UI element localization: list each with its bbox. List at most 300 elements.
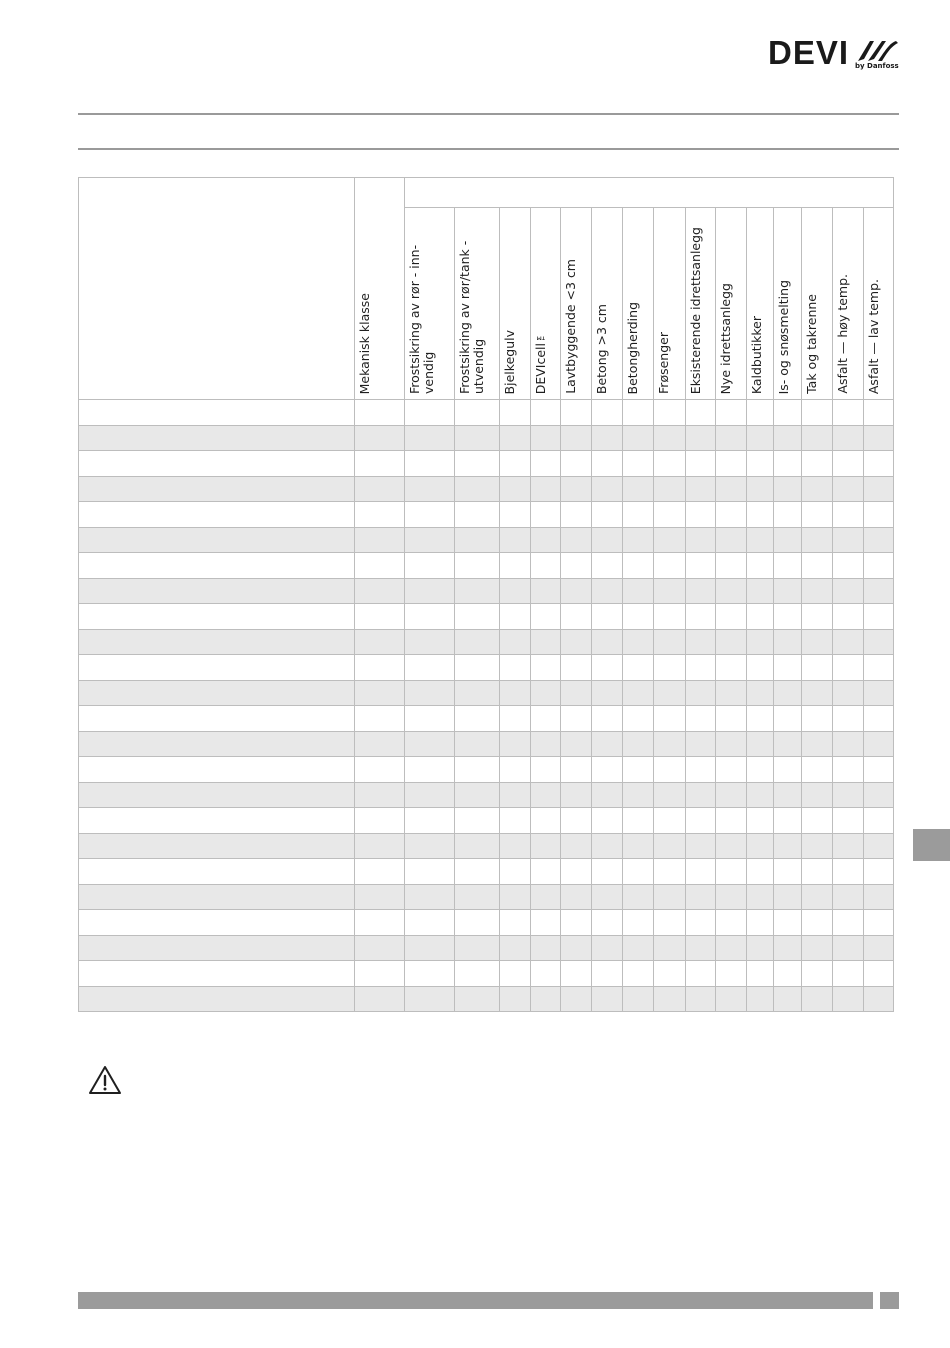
table-cell <box>592 604 623 630</box>
table-cell <box>500 578 531 604</box>
table-cell <box>833 502 864 528</box>
table-cell <box>686 655 716 681</box>
column-header-15 <box>864 208 894 400</box>
table-cell <box>864 731 894 757</box>
table-cell <box>747 757 774 783</box>
table-cell <box>355 935 405 961</box>
table-cell <box>500 706 531 732</box>
footer-page-block <box>880 1292 899 1309</box>
row-label-cell <box>79 986 355 1012</box>
column-header-label: Betong >3 cm <box>594 303 609 394</box>
table-cell <box>802 527 833 553</box>
column-header-label: Kaldbutikker <box>749 315 764 394</box>
table-cell <box>592 986 623 1012</box>
column-header-1 <box>405 208 455 400</box>
table-cell <box>833 451 864 477</box>
table-cell <box>531 553 561 579</box>
table-cell <box>405 604 455 630</box>
table-cell <box>531 910 561 936</box>
table-cell <box>654 961 686 987</box>
table-cell <box>774 451 802 477</box>
table-cell <box>592 706 623 732</box>
table-cell <box>864 425 894 451</box>
table-cell <box>864 655 894 681</box>
table-cell <box>774 757 802 783</box>
table-row <box>79 451 894 477</box>
table-cell <box>864 986 894 1012</box>
table-cell <box>654 527 686 553</box>
table-cell <box>531 400 561 426</box>
table-cell <box>531 655 561 681</box>
table-cell <box>405 680 455 706</box>
table-cell <box>623 553 654 579</box>
table-row <box>79 502 894 528</box>
table-cell <box>864 502 894 528</box>
table-cell <box>747 451 774 477</box>
table-cell <box>531 451 561 477</box>
table-row <box>79 859 894 885</box>
table-cell <box>833 986 864 1012</box>
table-cell <box>531 476 561 502</box>
column-header-2 <box>455 208 500 400</box>
table-cell <box>531 425 561 451</box>
table-cell <box>623 425 654 451</box>
table-cell <box>802 629 833 655</box>
column-header-label: Frostsikring av rør/tank - utvendig <box>457 240 486 394</box>
table-cell <box>686 833 716 859</box>
table-cell <box>405 884 455 910</box>
table-row <box>79 782 894 808</box>
table-cell <box>623 655 654 681</box>
table-cell <box>686 808 716 834</box>
table-cell <box>802 553 833 579</box>
table-cell <box>592 808 623 834</box>
table-cell <box>623 986 654 1012</box>
table-cell <box>561 655 592 681</box>
table-cell <box>561 502 592 528</box>
table-cell <box>716 451 747 477</box>
table-cell <box>561 578 592 604</box>
table-cell <box>716 604 747 630</box>
table-cell <box>802 425 833 451</box>
table-cell <box>355 706 405 732</box>
table-cell <box>864 629 894 655</box>
row-label-cell <box>79 578 355 604</box>
row-label-cell <box>79 859 355 885</box>
table-cell <box>864 935 894 961</box>
table-cell <box>500 451 531 477</box>
column-header-label: Tak og takrenne <box>804 294 819 394</box>
table-cell <box>531 986 561 1012</box>
table-cell <box>500 986 531 1012</box>
table-cell <box>833 425 864 451</box>
table-cell <box>802 935 833 961</box>
table-cell <box>500 476 531 502</box>
table-cell <box>623 629 654 655</box>
table-cell <box>654 910 686 936</box>
table-row <box>79 757 894 783</box>
table-cell <box>500 502 531 528</box>
table-cell <box>561 553 592 579</box>
table-cell <box>592 451 623 477</box>
table-cell <box>500 859 531 885</box>
row-label-cell <box>79 680 355 706</box>
table-cell <box>774 629 802 655</box>
table-cell <box>747 425 774 451</box>
table-cell <box>531 757 561 783</box>
table-cell <box>716 425 747 451</box>
table-row <box>79 655 894 681</box>
table-cell <box>716 910 747 936</box>
table-cell <box>747 808 774 834</box>
table-cell <box>802 731 833 757</box>
table-row <box>79 706 894 732</box>
table-cell <box>747 655 774 681</box>
table-cell <box>592 655 623 681</box>
table-cell <box>802 502 833 528</box>
column-header-label: Lavtbyggende <3 cm <box>563 259 578 394</box>
table-cell <box>774 425 802 451</box>
table-cell <box>686 425 716 451</box>
table-cell <box>623 578 654 604</box>
table-cell <box>623 706 654 732</box>
table-cell <box>561 476 592 502</box>
footer-bar <box>78 1292 873 1309</box>
table-cell <box>774 910 802 936</box>
column-header-9 <box>686 208 716 400</box>
table-cell <box>455 910 500 936</box>
column-header-5 <box>561 208 592 400</box>
table-cell <box>654 884 686 910</box>
table-cell <box>802 808 833 834</box>
table-cell <box>716 859 747 885</box>
table-cell <box>833 935 864 961</box>
table-cell <box>864 757 894 783</box>
table-cell <box>500 553 531 579</box>
logo-byline: by Danfoss <box>855 62 899 70</box>
table-cell <box>654 425 686 451</box>
table-cell <box>833 553 864 579</box>
table-cell <box>802 859 833 885</box>
table-cell <box>716 476 747 502</box>
column-header-8 <box>654 208 686 400</box>
table-cell <box>654 476 686 502</box>
application-group-header-cell <box>405 178 894 208</box>
table-row <box>79 425 894 451</box>
column-header-7 <box>623 208 654 400</box>
table-cell <box>355 655 405 681</box>
table-cell <box>561 629 592 655</box>
row-label-cell <box>79 961 355 987</box>
row-label-cell <box>79 476 355 502</box>
table-cell <box>864 782 894 808</box>
table-cell <box>531 884 561 910</box>
table-cell <box>716 527 747 553</box>
table-cell <box>561 859 592 885</box>
table-cell <box>455 527 500 553</box>
table-cell <box>654 578 686 604</box>
table-cell <box>833 400 864 426</box>
table-cell <box>455 680 500 706</box>
table-cell <box>592 502 623 528</box>
table-cell <box>716 782 747 808</box>
table-cell <box>623 476 654 502</box>
table-cell <box>802 961 833 987</box>
table-cell <box>455 757 500 783</box>
table-cell <box>716 884 747 910</box>
row-label-cell <box>79 910 355 936</box>
table-cell <box>774 782 802 808</box>
column-header-label: Asfalt — lav temp. <box>866 278 881 394</box>
table-cell <box>355 578 405 604</box>
table-cell <box>592 961 623 987</box>
table-cell <box>561 833 592 859</box>
table-cell <box>561 961 592 987</box>
table-cell <box>561 680 592 706</box>
table-cell <box>774 502 802 528</box>
table-cell <box>405 859 455 885</box>
table-cell <box>355 400 405 426</box>
table-cell <box>833 757 864 783</box>
table-cell <box>500 833 531 859</box>
table-cell <box>686 782 716 808</box>
table-cell <box>500 425 531 451</box>
table-row <box>79 833 894 859</box>
devi-wave-logo-icon <box>856 37 900 63</box>
table-cell <box>500 731 531 757</box>
table-cell <box>355 680 405 706</box>
table-row <box>79 731 894 757</box>
table-cell <box>716 655 747 681</box>
table-cell <box>747 731 774 757</box>
table-row <box>79 986 894 1012</box>
row-label-cell <box>79 706 355 732</box>
table-cell <box>531 859 561 885</box>
table-cell <box>716 731 747 757</box>
table-cell <box>531 935 561 961</box>
table-cell <box>716 400 747 426</box>
table-cell <box>686 578 716 604</box>
table-cell <box>592 629 623 655</box>
table-cell <box>686 935 716 961</box>
table-cell <box>355 757 405 783</box>
table-cell <box>455 731 500 757</box>
row-label-cell <box>79 553 355 579</box>
row-label-cell <box>79 400 355 426</box>
table-cell <box>747 961 774 987</box>
table-cell <box>561 935 592 961</box>
table-cell <box>355 731 405 757</box>
column-header-4 <box>531 208 561 400</box>
table-cell <box>716 578 747 604</box>
table-row <box>79 629 894 655</box>
table-cell <box>864 604 894 630</box>
table-cell <box>455 578 500 604</box>
table-cell <box>864 910 894 936</box>
table-row <box>79 884 894 910</box>
table-cell <box>355 986 405 1012</box>
column-header-label: Frøsenger <box>656 332 671 394</box>
table-cell <box>500 935 531 961</box>
column-header-label: Betongherding <box>625 301 640 394</box>
table-cell <box>592 578 623 604</box>
table-cell <box>405 935 455 961</box>
table-cell <box>355 502 405 528</box>
table-cell <box>747 604 774 630</box>
table-cell <box>654 808 686 834</box>
table-cell <box>405 553 455 579</box>
row-label-header-cell <box>79 178 355 400</box>
row-label-cell <box>79 833 355 859</box>
table-row <box>79 935 894 961</box>
side-section-tab <box>913 829 950 861</box>
table-cell <box>455 884 500 910</box>
table-cell <box>592 731 623 757</box>
table-cell <box>592 425 623 451</box>
row-label-cell <box>79 425 355 451</box>
table-cell <box>500 400 531 426</box>
table-row <box>79 910 894 936</box>
row-label-cell <box>79 884 355 910</box>
table-cell <box>405 578 455 604</box>
table-cell <box>833 961 864 987</box>
table-cell <box>774 935 802 961</box>
table-cell <box>455 604 500 630</box>
table-cell <box>355 910 405 936</box>
logo-wordmark: DEVI <box>768 34 850 71</box>
table-cell <box>833 808 864 834</box>
table-cell <box>455 706 500 732</box>
column-header-label: Bjelkegulv <box>502 329 517 394</box>
table-cell <box>686 757 716 783</box>
table-cell <box>654 833 686 859</box>
table-cell <box>747 782 774 808</box>
table-cell <box>747 527 774 553</box>
table-row <box>79 808 894 834</box>
table-cell <box>623 808 654 834</box>
table-cell <box>592 527 623 553</box>
application-matrix-table <box>78 177 894 1012</box>
table-cell <box>864 553 894 579</box>
table-cell <box>561 910 592 936</box>
table-cell <box>405 757 455 783</box>
header-rule-bottom <box>78 148 899 150</box>
table-cell <box>686 859 716 885</box>
table-cell <box>802 706 833 732</box>
column-header-label: Frostsikring av rør - inn-vendig <box>407 244 436 394</box>
table-cell <box>802 833 833 859</box>
table-cell <box>355 476 405 502</box>
column-header-label: Nye idrettsanlegg <box>718 282 733 394</box>
table-cell <box>500 961 531 987</box>
table-cell <box>864 476 894 502</box>
table-cell <box>747 578 774 604</box>
table-cell <box>561 986 592 1012</box>
table-cell <box>561 808 592 834</box>
table-cell <box>833 782 864 808</box>
table-cell <box>774 731 802 757</box>
table-cell <box>716 629 747 655</box>
table-cell <box>405 476 455 502</box>
table-cell <box>455 961 500 987</box>
table-cell <box>531 578 561 604</box>
table-cell <box>405 910 455 936</box>
column-header-10 <box>716 208 747 400</box>
table-cell <box>405 502 455 528</box>
table-row <box>79 400 894 426</box>
table-cell <box>455 425 500 451</box>
table-cell <box>802 400 833 426</box>
table-cell <box>561 425 592 451</box>
column-header-label: Is- og snøsmelting <box>776 279 791 394</box>
table-cell <box>864 680 894 706</box>
table-cell <box>774 961 802 987</box>
table-cell <box>864 961 894 987</box>
table-cell <box>864 884 894 910</box>
table-cell <box>592 476 623 502</box>
devi-logo <box>768 35 900 75</box>
table-cell <box>561 604 592 630</box>
table-cell <box>455 986 500 1012</box>
table-cell <box>774 476 802 502</box>
row-label-cell <box>79 451 355 477</box>
table-cell <box>500 629 531 655</box>
table-cell <box>802 476 833 502</box>
column-header-14 <box>833 208 864 400</box>
table-cell <box>531 961 561 987</box>
table-cell <box>355 808 405 834</box>
table-cell <box>500 680 531 706</box>
table-cell <box>686 553 716 579</box>
table-cell <box>592 757 623 783</box>
table-cell <box>623 400 654 426</box>
table-cell <box>355 425 405 451</box>
table-cell <box>561 706 592 732</box>
table-cell <box>592 884 623 910</box>
table-cell <box>500 604 531 630</box>
table-cell <box>455 808 500 834</box>
table-cell <box>747 859 774 885</box>
table-cell <box>592 400 623 426</box>
table-cell <box>455 655 500 681</box>
table-cell <box>864 808 894 834</box>
table-cell <box>623 451 654 477</box>
table-cell <box>592 782 623 808</box>
table-cell <box>864 400 894 426</box>
table-cell <box>623 935 654 961</box>
table-cell <box>405 451 455 477</box>
column-header-label: DEVIcell™ <box>533 327 548 394</box>
table-cell <box>561 731 592 757</box>
table-cell <box>654 400 686 426</box>
table-cell <box>592 680 623 706</box>
row-label-cell <box>79 527 355 553</box>
table-cell <box>654 502 686 528</box>
table-cell <box>747 986 774 1012</box>
row-label-cell <box>79 655 355 681</box>
table-cell <box>716 986 747 1012</box>
table-cell <box>405 833 455 859</box>
table-cell <box>833 706 864 732</box>
table-cell <box>747 476 774 502</box>
table-cell <box>716 502 747 528</box>
table-cell <box>592 910 623 936</box>
table-cell <box>531 731 561 757</box>
table-cell <box>802 757 833 783</box>
table-cell <box>747 910 774 936</box>
table-cell <box>716 680 747 706</box>
table-cell <box>455 451 500 477</box>
